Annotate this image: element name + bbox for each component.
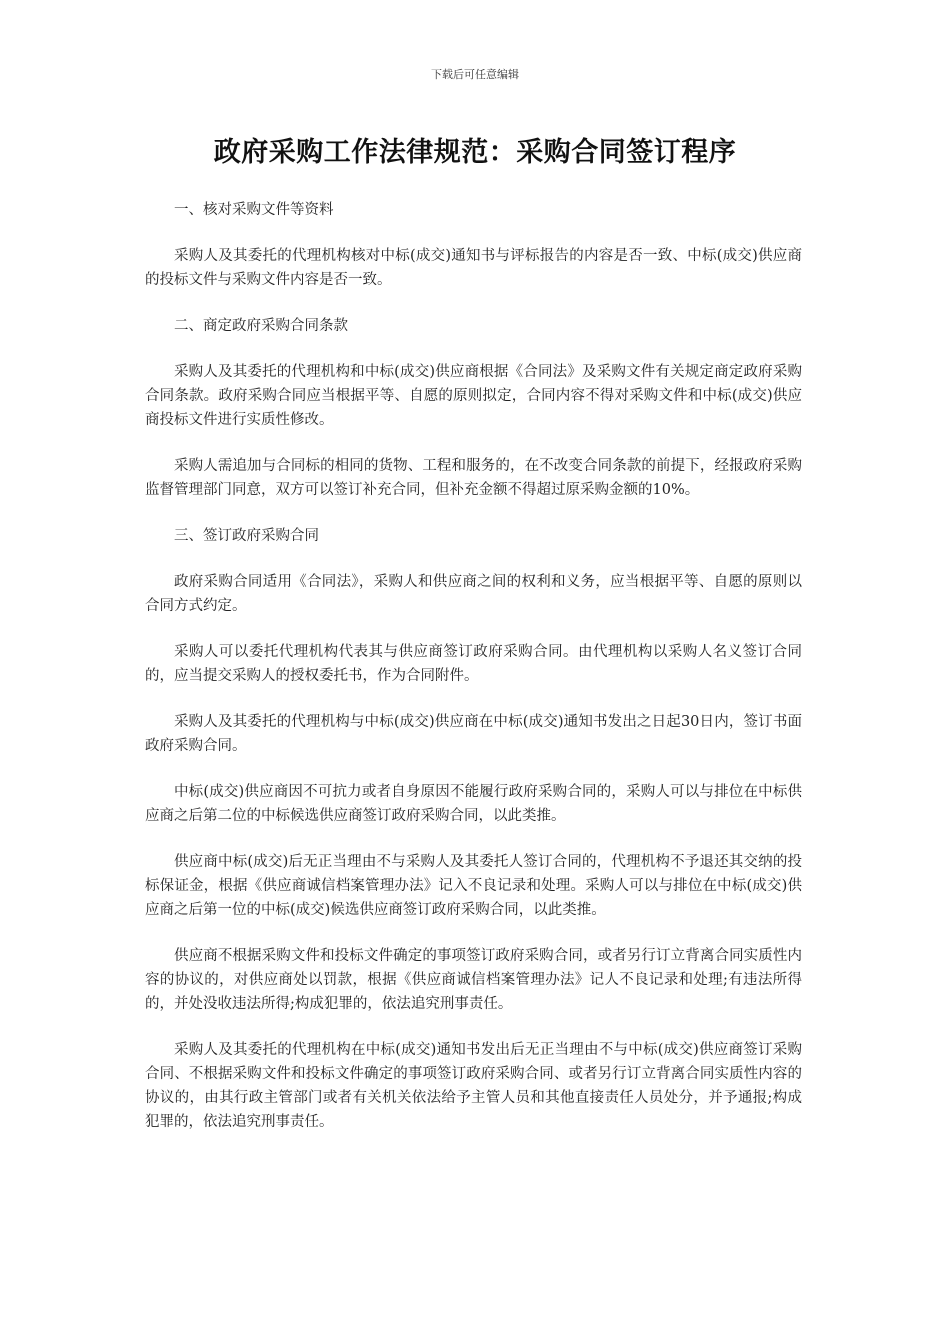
body-paragraph: 采购人及其委托的代理机构核对中标(成交)通知书与评标报告的内容是否一致、中标(成交)供应商的投标文件与采购文件内容是否一致。 <box>145 248 802 288</box>
document-title: 政府采购工作法律规范：采购合同签订程序 <box>213 137 737 168</box>
section-heading: 二、商定政府采购合同条款 <box>174 318 348 334</box>
document-body <box>145 198 802 1156</box>
body-paragraph: 中标(成交)供应商因不可抗力或者自身原因不能履行政府采购合同的，采购人可以与排位在中标供应商之后第二位的中标候选供应商签订政府采购合同，以此类推。 <box>145 784 802 824</box>
section-heading: 一、核对采购文件等资料 <box>174 202 334 218</box>
body-paragraph: 采购人及其委托的代理机构在中标(成交)通知书发出后无正当理由不与中标(成交)供应商签订采购合同、不根据采购文件和投标文件确定的事项签订政府采购合同、或者另行订立背离合同实质性内容的协议的，由其行政主管部门或者有关机关依法给予主管人员和其他直接责任人员处分，并予通报;构成犯罪的，依法追究刑事责任。 <box>145 1042 802 1130</box>
body-paragraph: 采购人需追加与合同标的相同的货物、工程和服务的，在不改变合同条款的前提下，经报政府采购监督管理部门同意，双方可以签订补充合同，但补充金额不得超过原采购金额的10%。 <box>145 458 802 498</box>
body-paragraph: 供应商不根据采购文件和投标文件确定的事项签订政府采购合同，或者另行订立背离合同实质性内容的协议的，对供应商处以罚款，根据《供应商诚信档案管理办法》记人不良记录和处理;有违法所得的，并处没收违法所得;构成犯罪的，依法追究刑事责任。 <box>145 948 802 1012</box>
body-paragraph: 采购人可以委托代理机构代表其与供应商签订政府采购合同。由代理机构以采购人名义签订合同的，应当提交采购人的授权委托书，作为合同附件。 <box>145 644 802 684</box>
body-paragraph: 供应商中标(成交)后无正当理由不与采购人及其委托人签订合同的，代理机构不予退还其交纳的投标保证金，根据《供应商诚信档案管理办法》记入不良记录和处理。采购人可以与排位在中标(成交)供应商之后第一位的中标(成交)候选供应商签订政府采购合同，以此类推。 <box>145 854 802 918</box>
body-paragraph: 采购人及其委托的代理机构和中标(成交)供应商根据《合同法》及采购文件有关规定商定政府采购合同条款。政府采购合同应当根据平等、自愿的原则拟定，合同内容不得对采购文件和中标(成交)供应商投标文件进行实质性修改。 <box>145 364 802 428</box>
section-heading: 三、签订政府采购合同 <box>174 528 319 544</box>
body-paragraph: 政府采购合同适用《合同法》，采购人和供应商之间的权利和义务，应当根据平等、自愿的原则以合同方式约定。 <box>145 574 802 614</box>
body-paragraph: 采购人及其委托的代理机构与中标(成交)供应商在中标(成交)通知书发出之日起30日内，签订书面政府采购合同。 <box>145 714 802 754</box>
header-note: 下载后可任意编辑 <box>431 68 519 81</box>
